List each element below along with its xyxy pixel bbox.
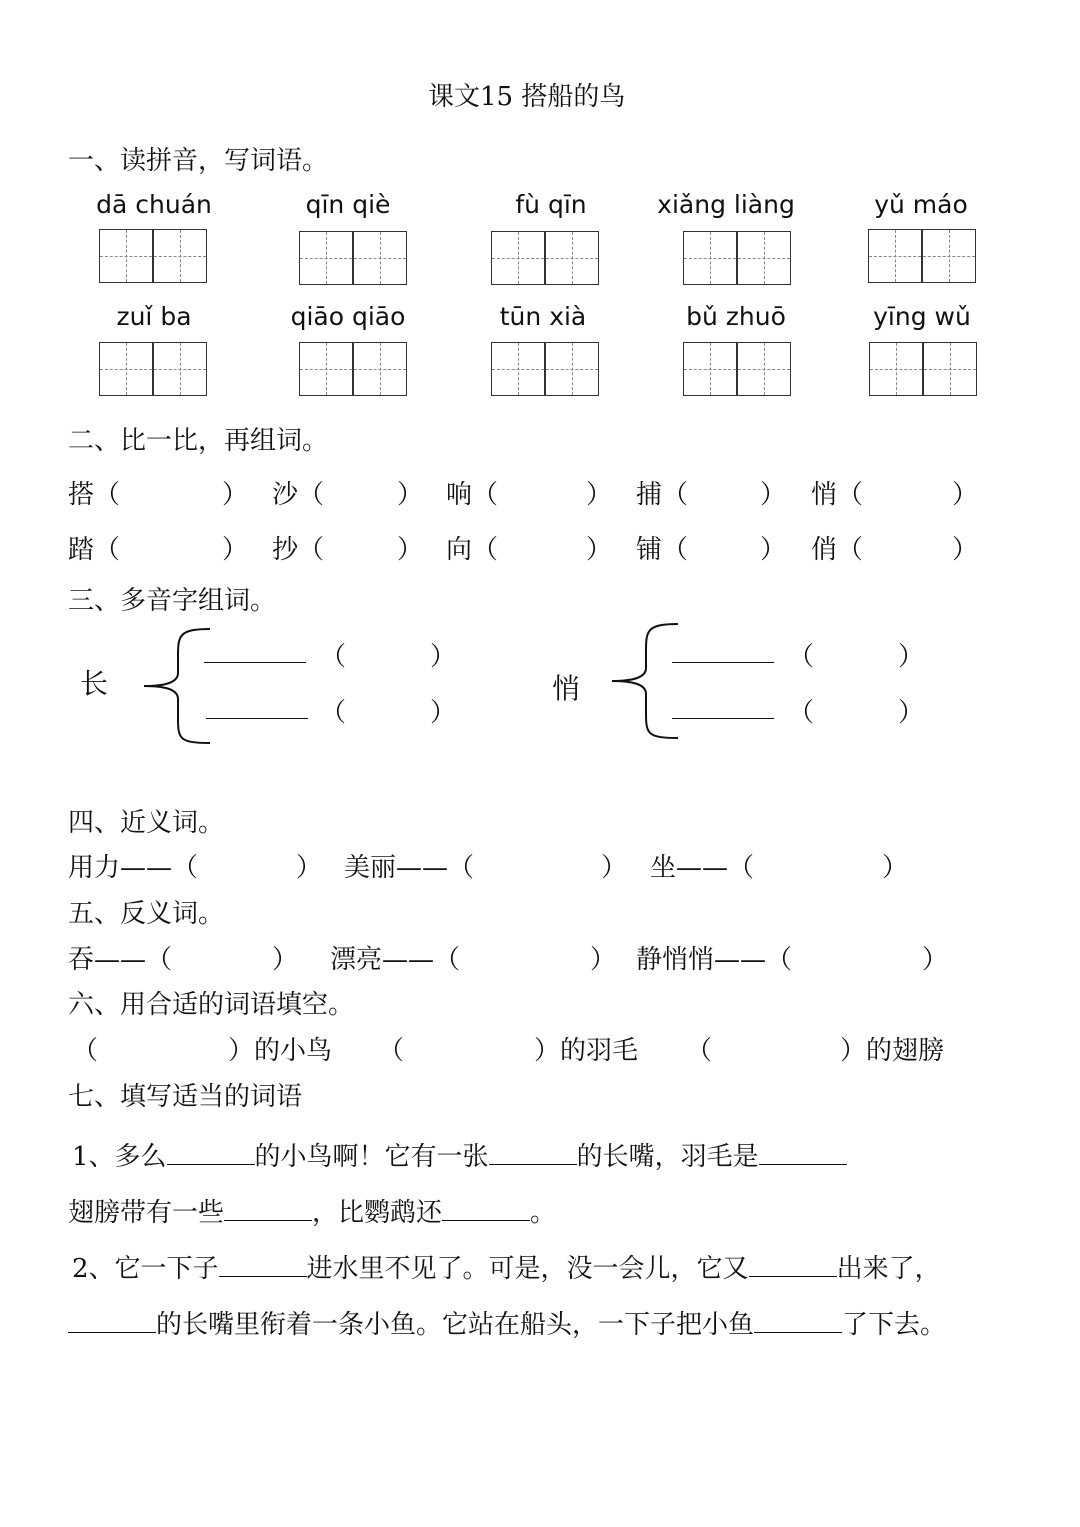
polyphone-char: 悄	[552, 672, 581, 705]
answer-blank[interactable]	[68, 1310, 156, 1333]
pinyin-label: fù qīn	[515, 190, 587, 219]
answer-blank[interactable]	[167, 1142, 255, 1165]
fill-phrase: ）的小鸟	[228, 1036, 333, 1066]
pinyin-label: qīn qiè	[305, 190, 391, 219]
paren-close: ）	[296, 853, 323, 883]
brace-icon	[608, 620, 680, 742]
compare-close: ）	[760, 480, 787, 510]
text-run: 。	[530, 1198, 557, 1228]
compare-close: ）	[952, 480, 979, 510]
text-run: 的长嘴，羽毛是	[576, 1142, 759, 1172]
section-1-heading: 一、读拼音，写词语。	[68, 146, 329, 176]
paren-close: ）	[898, 642, 925, 672]
compare-open: 俏（	[811, 535, 864, 565]
compare-open: 踏（	[68, 535, 121, 565]
text-run: 的长嘴里衔着一条小鱼。它站在船头，一下子把小鱼	[156, 1310, 755, 1340]
synonym-prompt: 美丽——（	[344, 853, 475, 883]
polyphone-char: 长	[80, 667, 109, 700]
answer-line[interactable]	[672, 662, 774, 663]
compare-open: 向（	[446, 535, 499, 565]
paren-close: ）	[430, 642, 457, 672]
compare-open: 沙（	[272, 480, 325, 510]
section-6-heading: 六、用合适的词语填空。	[68, 990, 355, 1020]
section-4-heading: 四、近义词。	[68, 808, 225, 838]
paragraph-1-line-2	[68, 1192, 556, 1229]
text-run: 2、它一下子	[72, 1254, 219, 1284]
compare-close: ）	[222, 535, 249, 565]
paren-close: ）	[430, 698, 457, 728]
compare-open: 搭（	[68, 480, 121, 510]
paren-close: ）	[882, 853, 909, 883]
writing-grid[interactable]	[868, 229, 976, 283]
text-run: ，比鹦鹉还	[312, 1198, 443, 1228]
paren-open: （	[72, 1036, 99, 1066]
writing-grid[interactable]	[299, 231, 407, 285]
paragraph-2-line-2	[68, 1304, 946, 1341]
writing-grid[interactable]	[99, 342, 207, 396]
writing-grid[interactable]	[491, 231, 599, 285]
answer-blank[interactable]	[224, 1198, 312, 1221]
brace-icon	[140, 625, 212, 747]
paren-open: （	[788, 642, 815, 672]
paren-open: （	[686, 1036, 713, 1066]
section-2-heading: 二、比一比，再组词。	[68, 426, 329, 456]
text-run: 进水里不见了。可是，没一会儿，它又	[306, 1254, 749, 1284]
answer-blank[interactable]	[219, 1254, 307, 1277]
synonym-prompt: 用力——（	[68, 853, 199, 883]
paren-open: （	[788, 698, 815, 728]
compare-close: ）	[586, 535, 613, 565]
compare-open: 抄（	[272, 535, 325, 565]
paren-open: （	[320, 642, 347, 672]
writing-grid[interactable]	[869, 342, 977, 396]
writing-grid[interactable]	[683, 342, 791, 396]
pinyin-label: yǔ máo	[874, 190, 968, 219]
paren-close: ）	[590, 945, 617, 975]
compare-close: ）	[397, 480, 424, 510]
compare-open: 捕（	[636, 480, 689, 510]
answer-line[interactable]	[206, 718, 308, 719]
compare-close: ）	[760, 535, 787, 565]
paren-close: ）	[601, 853, 628, 883]
paren-close: ）	[898, 698, 925, 728]
writing-grid[interactable]	[299, 342, 407, 396]
synonym-prompt: 坐——（	[650, 853, 755, 883]
pinyin-label: qiāo qiāo	[290, 302, 406, 331]
paren-open: （	[320, 698, 347, 728]
answer-blank[interactable]	[442, 1198, 530, 1221]
pinyin-label: bǔ zhuō	[686, 302, 786, 331]
writing-grid[interactable]	[491, 342, 599, 396]
compare-close: ）	[222, 480, 249, 510]
text-run: 了下去。	[842, 1310, 947, 1340]
pinyin-label: zuǐ ba	[116, 302, 192, 331]
text-run: 1、多么	[72, 1142, 167, 1172]
answer-blank[interactable]	[749, 1254, 837, 1277]
pinyin-label: yīng wǔ	[873, 302, 971, 331]
paragraph-1-line-1	[72, 1136, 847, 1173]
section-3-heading: 三、多音字组词。	[68, 586, 277, 616]
pinyin-label: tūn xià	[499, 302, 587, 331]
compare-open: 悄（	[811, 480, 864, 510]
page-title: 课文15 搭船的鸟	[428, 82, 626, 112]
compare-close: ）	[952, 535, 979, 565]
antonym-prompt: 吞——（	[68, 945, 173, 975]
paren-close: ）	[922, 945, 949, 975]
text-run: 出来了，	[836, 1254, 941, 1284]
writing-grid[interactable]	[99, 229, 207, 283]
answer-blank[interactable]	[759, 1142, 847, 1165]
answer-blank[interactable]	[754, 1310, 842, 1333]
fill-phrase: ）的羽毛	[534, 1036, 639, 1066]
writing-grid[interactable]	[683, 231, 791, 285]
text-run: 的小鸟啊！它有一张	[254, 1142, 489, 1172]
text-run: 翅膀带有一些	[68, 1198, 225, 1228]
paragraph-2-line-1	[72, 1248, 941, 1285]
paren-open: （	[378, 1036, 405, 1066]
antonym-prompt: 静悄悄——（	[636, 945, 793, 975]
pinyin-label: dā chuán	[96, 190, 212, 219]
paren-close: ）	[272, 945, 299, 975]
antonym-prompt: 漂亮——（	[330, 945, 461, 975]
section-5-heading: 五、反义词。	[68, 899, 225, 929]
compare-open: 响（	[446, 480, 499, 510]
compare-close: ）	[586, 480, 613, 510]
compare-open: 铺（	[636, 535, 689, 565]
answer-blank[interactable]	[489, 1142, 577, 1165]
compare-close: ）	[397, 535, 424, 565]
answer-line[interactable]	[672, 718, 774, 719]
answer-line[interactable]	[204, 662, 306, 663]
section-7-heading: 七、填写适当的词语	[68, 1082, 303, 1112]
fill-phrase: ）的翅膀	[840, 1036, 945, 1066]
pinyin-label: xiǎng liàng	[657, 190, 795, 219]
